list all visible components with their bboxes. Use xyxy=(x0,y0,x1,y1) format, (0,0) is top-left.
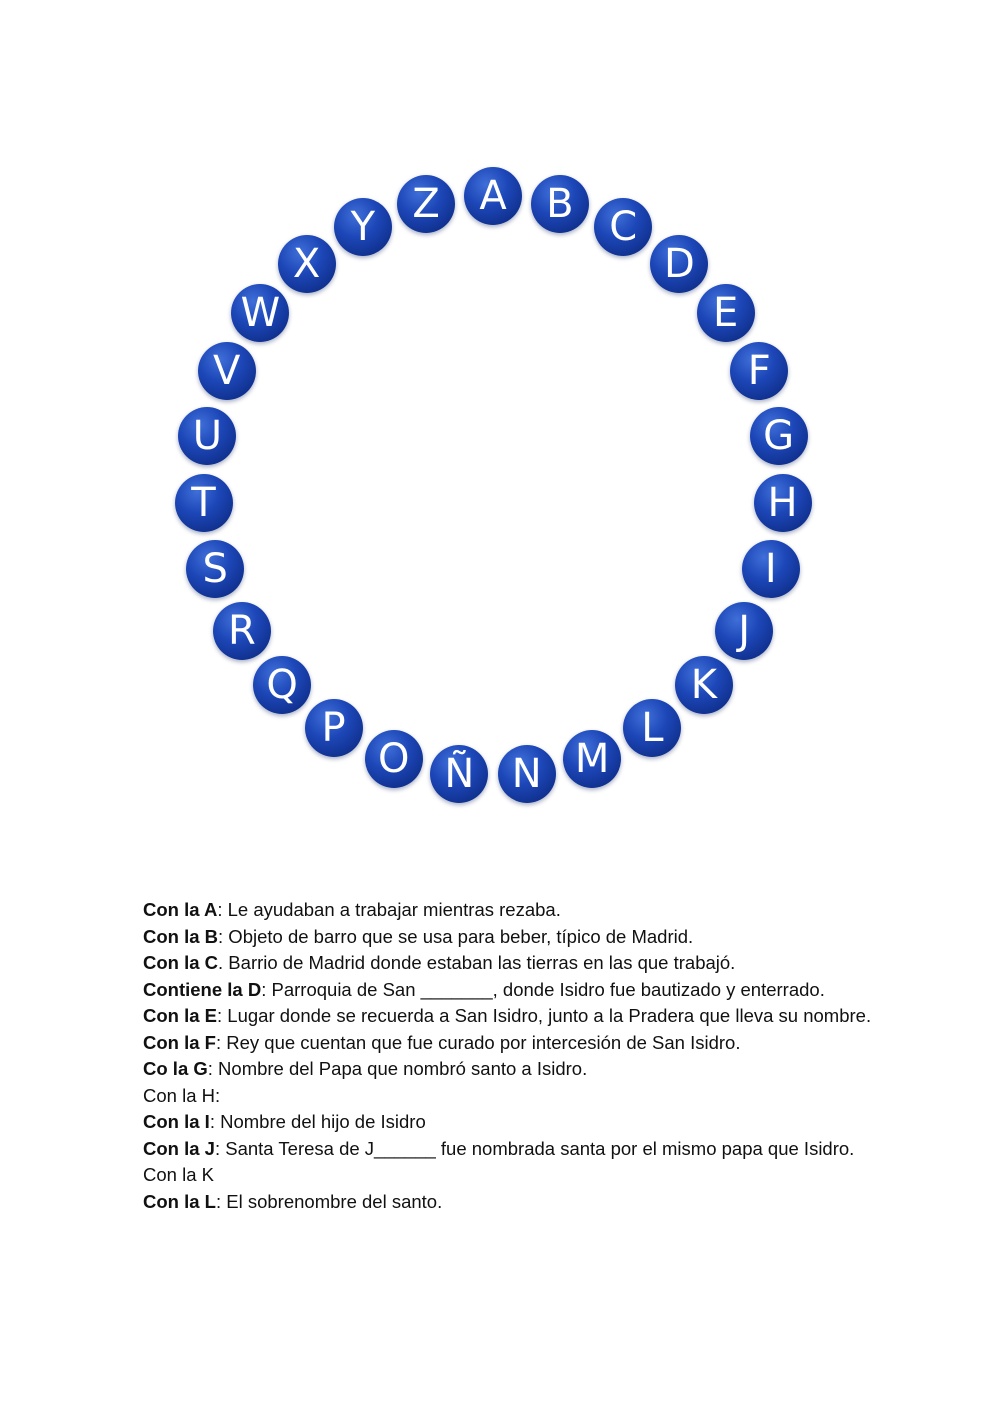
letter-label: G xyxy=(763,412,795,459)
letter-ball-h xyxy=(754,474,812,532)
clue-b xyxy=(143,924,883,951)
letter-ball-m xyxy=(563,730,621,788)
clue-label: Con la F xyxy=(143,1031,216,1053)
letter-label: I xyxy=(764,546,777,593)
letter-ball-b xyxy=(531,175,589,233)
clue-label: Con la B xyxy=(143,925,219,947)
clue-h xyxy=(143,1083,883,1110)
letter-ball-enye xyxy=(430,745,488,803)
clue-f xyxy=(143,1030,883,1057)
letter-label: M xyxy=(574,735,610,782)
clue-j xyxy=(143,1136,883,1163)
letter-ball-r xyxy=(213,602,271,660)
letter-label: A xyxy=(479,173,507,219)
clue-a xyxy=(143,897,883,924)
clue-label: Contiene la D xyxy=(143,978,262,1000)
clue-g xyxy=(143,1056,883,1083)
clue-l xyxy=(143,1189,883,1216)
letter-label: J xyxy=(738,608,750,654)
clue-list xyxy=(143,897,883,1215)
letter-label: T xyxy=(191,479,216,526)
letter-label: D xyxy=(663,240,695,287)
letter-label: Q xyxy=(266,662,298,708)
letter-label: Y xyxy=(350,203,376,250)
clue-label: Con la I xyxy=(143,1111,210,1132)
letter-label: V xyxy=(213,348,241,395)
letter-label: N xyxy=(511,751,542,797)
letter-label: O xyxy=(378,735,410,782)
letter-label: C xyxy=(609,203,638,250)
letter-ball-c xyxy=(594,198,652,256)
letter-ball-d xyxy=(650,235,708,293)
letter-ball-g xyxy=(750,407,808,465)
clue-text: : Objeto de barro que se usa para beber, típico de Madrid. xyxy=(218,925,694,947)
clue-text: : Parroquia de San _______, donde Isidro fue bautizado y enterrado. xyxy=(261,978,825,1000)
letter-ball-s xyxy=(186,540,244,598)
clue-text: Con la K xyxy=(143,1164,214,1185)
clue-label: Con la L xyxy=(143,1190,216,1212)
letter-ball-u xyxy=(178,407,236,465)
clue-label: Co la G xyxy=(143,1058,208,1079)
letter-label: E xyxy=(712,289,739,336)
letter-label: S xyxy=(202,546,228,593)
letter-ball-w xyxy=(231,284,289,342)
clue-text: : El sobrenombre del santo. xyxy=(215,1190,443,1212)
clue-label: Con la J xyxy=(143,1137,215,1159)
letter-label: U xyxy=(192,412,223,459)
clue-text: : Lugar donde se recuerda a San Isidro, junto a la Pradera que lleva su nombre. xyxy=(217,1005,872,1026)
letter-ball-y xyxy=(334,198,392,256)
clue-c xyxy=(143,950,883,977)
letter-ball-o xyxy=(365,730,423,788)
letter-ball-t xyxy=(175,474,233,532)
clue-e xyxy=(143,1003,883,1030)
letter-ball-f xyxy=(730,342,788,400)
clue-text: : Santa Teresa de J______ fue nombrada santa por el mismo papa que Isidro. xyxy=(214,1137,855,1159)
letter-label: Ñ xyxy=(444,751,475,797)
letter-ball-a xyxy=(464,167,522,225)
letter-ball-l xyxy=(623,699,681,757)
letter-ball-i xyxy=(742,540,800,598)
clue-i xyxy=(143,1109,883,1136)
letter-label: Z xyxy=(412,180,440,227)
letter-ball-e xyxy=(697,284,755,342)
letter-label: W xyxy=(240,289,281,336)
clue-k xyxy=(143,1162,883,1189)
clue-label: Con la A xyxy=(143,899,218,920)
letter-label: H xyxy=(767,479,798,526)
letter-label: R xyxy=(227,608,256,654)
letter-ball-n xyxy=(498,745,556,803)
letter-ball-q xyxy=(253,656,311,714)
clue-text: : Nombre del Papa que nombró santo a Isidro. xyxy=(207,1058,588,1079)
letter-label: P xyxy=(321,705,346,752)
letter-label: X xyxy=(292,240,321,287)
letter-ball-z xyxy=(397,175,455,233)
clue-text: . Barrio de Madrid donde estaban las tierras en las que trabajó. xyxy=(218,952,736,973)
letter-label: K xyxy=(690,662,717,708)
letter-ball-k xyxy=(675,656,733,714)
clue-text: : Le ayudaban a trabajar mientras rezaba. xyxy=(217,899,561,920)
clue-text: Con la H: xyxy=(143,1084,221,1106)
clue-label: Con la E xyxy=(143,1005,218,1026)
clue-label: Con la C xyxy=(143,952,219,973)
letter-label: L xyxy=(641,705,664,752)
letter-label: B xyxy=(546,180,574,227)
clue-d xyxy=(143,977,883,1004)
letter-ball-v xyxy=(198,342,256,400)
clue-text: : Nombre del hijo de Isidro xyxy=(209,1111,426,1132)
letter-label: F xyxy=(747,348,771,395)
letter-ball-x xyxy=(278,235,336,293)
clue-text: : Rey que cuentan que fue curado por intercesión de San Isidro. xyxy=(215,1031,741,1053)
letter-ball-p xyxy=(305,699,363,757)
letter-ball-j xyxy=(715,602,773,660)
